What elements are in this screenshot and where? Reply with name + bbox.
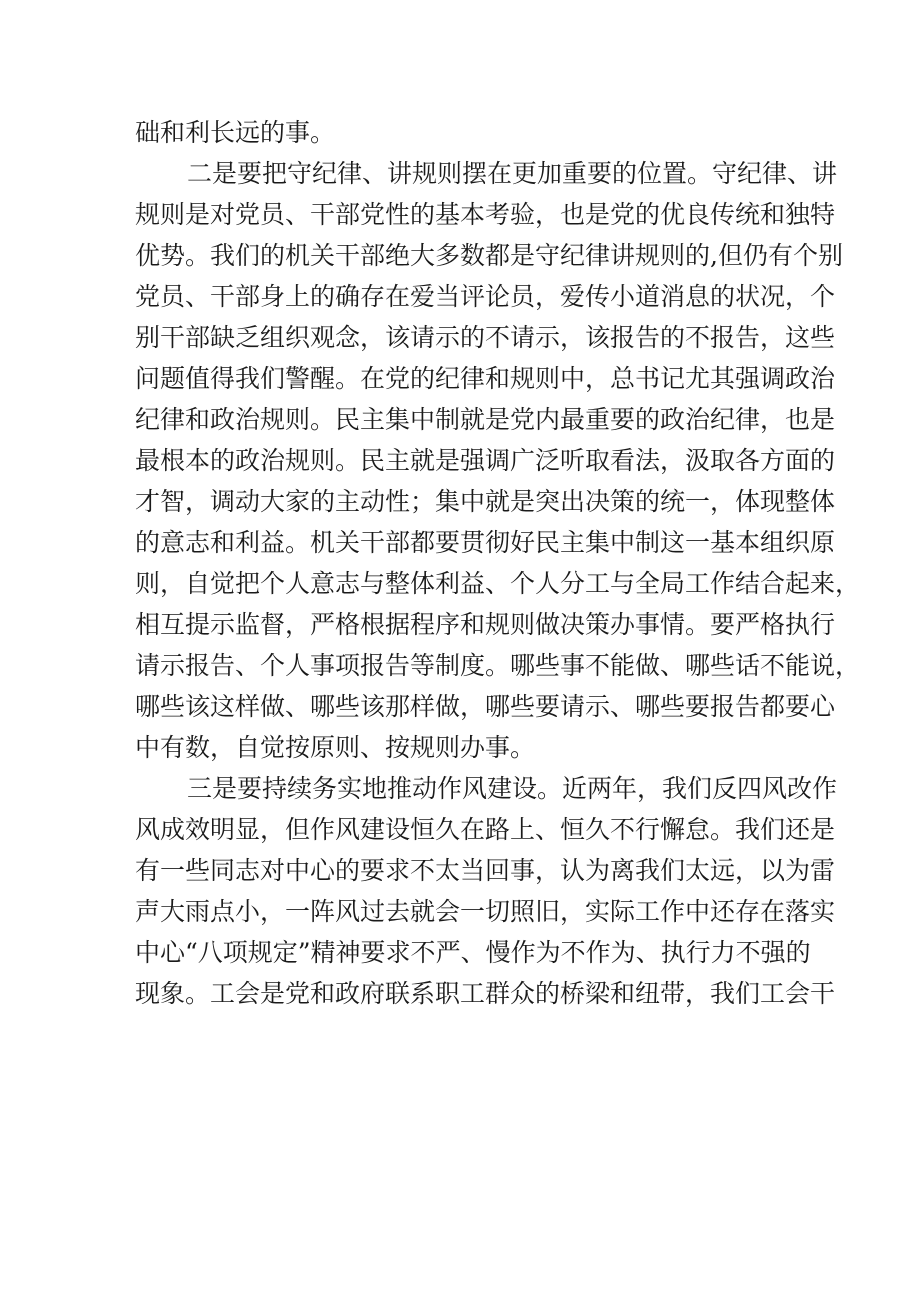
text-line: 现象。工会是党和政府联系职工群众的桥梁和纽带，我们工会干 — [135, 979, 836, 1008]
text-line: 问题值得我们警醒。在党的纪律和规则中，总书记尤其强调政治 — [135, 364, 836, 393]
text-line: 风成效明显，但作风建设恒久在路上、恒久不行懈怠。我们还是 — [135, 815, 836, 844]
text-line: 纪律和政治规则。民主集中制就是党内最重要的政治纪律，也是 — [135, 405, 836, 434]
text-line: 请示报告、个人事项报告等制度。哪些事不能做、哪些话不能说， — [135, 651, 861, 680]
text-line: 础和利长远的事。 — [135, 118, 336, 147]
text-line: 中心“八项规定”精神要求不严、慢作为不作为、执行力不强的 — [135, 938, 811, 967]
text-line: 规则是对党员、干部党性的基本考验，也是党的优良传统和独特 — [135, 200, 836, 229]
text-line: 中有数，自觉按原则、按规则办事。 — [135, 733, 536, 762]
text-line: 相互提示监督，严格根据程序和规则做决策办事情。要严格执行 — [135, 610, 836, 639]
text-line: 党员、干部身上的确存在爱当评论员，爱传小道消息的状况，个 — [135, 282, 836, 311]
text-line: 声大雨点小，一阵风过去就会一切照旧，实际工作中还存在落实 — [135, 897, 836, 926]
paragraph-first-line: 二是要把守纪律、讲规则摆在更加重要的位置。守纪律、讲 — [187, 159, 838, 188]
body-text — [135, 112, 861, 1014]
text-line: 的意志和利益。机关干部都要贯彻好民主集中制这一基本组织原 — [135, 528, 836, 557]
text-line: 则，自觉把个人意志与整体利益、个人分工与全局工作结合起来， — [135, 569, 861, 598]
text-line: 最根本的政治规则。民主就是强调广泛听取看法，汲取各方面的 — [135, 446, 836, 475]
text-line: 哪些该这样做、哪些该那样做，哪些要请示、哪些要报告都要心 — [135, 692, 836, 721]
paragraph-first-line: 三是要持续务实地推动作风建设。近两年，我们反四风改作 — [187, 774, 838, 803]
text-line: 别干部缺乏组织观念，该请示的不请示，该报告的不报告，这些 — [135, 323, 836, 352]
text-line: 才智，调动大家的主动性；集中就是突出决策的统一，体现整体 — [135, 487, 836, 516]
text-line: 优势。我们的机关干部绝大多数都是守纪律讲规则的,但仍有个别 — [135, 241, 843, 270]
text-line: 有一些同志对中心的要求不太当回事，认为离我们太远，以为雷 — [135, 856, 836, 885]
